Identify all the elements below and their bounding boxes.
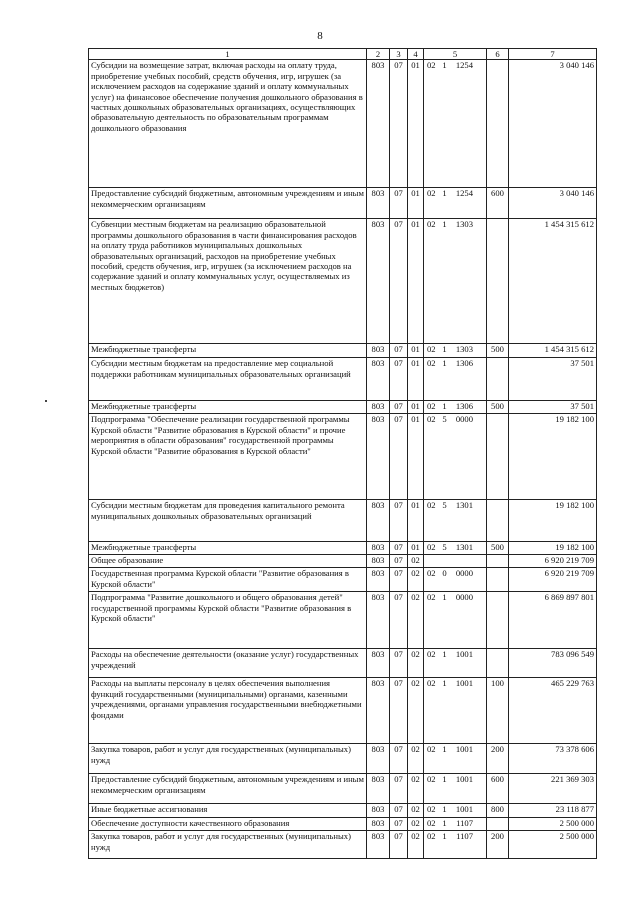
target-article-part: 0000	[455, 568, 473, 579]
expense-name-cell: Предоставление субсидий бюджетным, автономным учреждениям и иным некоммерческим организациям	[89, 774, 367, 804]
grbs-code-cell: 803	[367, 542, 390, 555]
target-article-part: 1001	[455, 804, 473, 815]
amount-cell: 73 378 606	[509, 744, 597, 774]
table-row	[89, 568, 597, 592]
subsection-code-cell: 01	[408, 358, 424, 401]
target-article-part: 02	[427, 542, 436, 553]
expense-type-cell: 100	[487, 678, 509, 744]
header-cell: 1	[89, 49, 367, 60]
section-code-cell: 07	[390, 568, 408, 592]
table-row	[89, 592, 597, 649]
section-code-cell: 07	[390, 60, 408, 188]
target-article-part: 1	[442, 649, 447, 660]
expense-name-cell: Расходы на выплаты персоналу в целях обеспечения выполнения функций государственными (муниципальными) органами, казенными учреждениями, органами управления государственными внебюджетными фондами	[89, 678, 367, 744]
grbs-code-cell: 803	[367, 60, 390, 188]
expense-type-cell	[487, 358, 509, 401]
target-article-part: 02	[427, 592, 436, 603]
amount-cell: 23 118 877	[509, 804, 597, 818]
expense-type-cell	[487, 649, 509, 678]
subsection-code-cell: 01	[408, 500, 424, 542]
expense-type-cell: 600	[487, 774, 509, 804]
header-cell: 5	[424, 49, 487, 60]
table-row	[89, 649, 597, 678]
amount-cell: 3 040 146	[509, 188, 597, 219]
target-article-part: 1	[442, 592, 447, 603]
expense-type-cell	[487, 555, 509, 568]
target-article-cell	[424, 414, 487, 500]
table-row	[89, 401, 597, 414]
target-article-part: 02	[427, 60, 436, 71]
expense-type-cell: 800	[487, 804, 509, 818]
section-code-cell: 07	[390, 500, 408, 542]
subsection-code-cell: 02	[408, 592, 424, 649]
expense-name-cell: Подпрограмма "Развитие дошкольного и общего образования детей" государственной программы Курской области "Развитие образования в Курской области"	[89, 592, 367, 649]
grbs-code-cell: 803	[367, 818, 390, 831]
table-row	[89, 804, 597, 818]
target-article-part: 1	[442, 804, 447, 815]
target-article-part: 02	[427, 804, 436, 815]
amount-cell: 37 501	[509, 401, 597, 414]
target-article-part: 5	[442, 500, 447, 511]
section-code-cell: 07	[390, 344, 408, 358]
target-article-part: 02	[427, 744, 436, 755]
expense-name-cell: Субсидии местным бюджетам для проведения капитального ремонта муниципальных дошкольных образовательных организаций	[89, 500, 367, 542]
section-code-cell: 07	[390, 542, 408, 555]
section-code-cell: 07	[390, 678, 408, 744]
grbs-code-cell: 803	[367, 649, 390, 678]
target-article-cell	[424, 804, 487, 818]
target-article-part: 1	[442, 344, 447, 355]
section-code-cell: 07	[390, 592, 408, 649]
budget-table	[88, 48, 597, 859]
subsection-code-cell: 02	[408, 831, 424, 859]
expense-type-cell	[487, 60, 509, 188]
target-article-cell	[424, 401, 487, 414]
grbs-code-cell: 803	[367, 592, 390, 649]
expense-name-cell: Подпрограмма "Обеспечение реализации государственной программы Курской области "Развитие образования в Курской области" и прочие мероприятия в области образования" государственной программы Курской области "Развитие образования в Курской области"	[89, 414, 367, 500]
target-article-part: 1301	[455, 500, 473, 511]
target-article-part: 02	[427, 414, 436, 425]
target-article-cell	[424, 818, 487, 831]
target-article-cell	[424, 542, 487, 555]
amount-cell: 19 182 100	[509, 542, 597, 555]
target-article-cell	[424, 568, 487, 592]
expense-name-cell: Предоставление субсидий бюджетным, автономным учреждениям и иным некоммерческим организациям	[89, 188, 367, 219]
amount-cell: 221 369 303	[509, 774, 597, 804]
page-number: 8	[317, 30, 323, 42]
grbs-code-cell: 803	[367, 678, 390, 744]
expense-name-cell: Расходы на обеспечение деятельности (оказание услуг) государственных учреждений	[89, 649, 367, 678]
expense-type-cell	[487, 592, 509, 649]
table-row	[89, 555, 597, 568]
expense-name-cell: Закупка товаров, работ и услуг для государственных (муниципальных) нужд	[89, 831, 367, 859]
expense-name-cell: Субсидии на возмещение затрат, включая расходы на оплату труда, приобретение учебных пособий, средств обучения, игр, игрушек (за исключением расходов на содержание зданий и оплату коммунальных услуг) на финансовое обеспечение получения дошкольного образования в частных дошкольных образовательных организациях, осуществляющих образовательную деятельность по образовательным программам дошкольного образования	[89, 60, 367, 188]
target-article-part: 5	[442, 414, 447, 425]
target-article-part: 1001	[455, 678, 473, 689]
target-article-part: 02	[427, 649, 436, 660]
section-code-cell: 07	[390, 219, 408, 344]
subsection-code-cell: 01	[408, 401, 424, 414]
target-article-part: 0	[442, 568, 447, 579]
table-row	[89, 831, 597, 859]
subsection-code-cell: 02	[408, 804, 424, 818]
target-article-part: 0000	[455, 414, 473, 425]
target-article-part: 02	[427, 678, 436, 689]
amount-cell: 6 869 897 801	[509, 592, 597, 649]
target-article-part: 02	[427, 401, 436, 412]
subsection-code-cell: 01	[408, 60, 424, 188]
expense-type-cell	[487, 568, 509, 592]
amount-cell: 6 920 219 709	[509, 568, 597, 592]
target-article-part: 1	[442, 401, 447, 412]
table-row	[89, 542, 597, 555]
target-article-part: 02	[427, 568, 436, 579]
subsection-code-cell: 01	[408, 219, 424, 344]
target-article-cell	[424, 592, 487, 649]
table-row	[89, 678, 597, 744]
expense-type-cell: 600	[487, 188, 509, 219]
expense-name-cell: Общее образование	[89, 555, 367, 568]
target-article-cell	[424, 555, 487, 568]
expense-name-cell: Межбюджетные трансферты	[89, 542, 367, 555]
grbs-code-cell: 803	[367, 555, 390, 568]
section-code-cell: 07	[390, 774, 408, 804]
expense-name-cell: Межбюджетные трансферты	[89, 401, 367, 414]
target-article-part: 1	[442, 219, 447, 230]
target-article-part: 1254	[455, 188, 473, 199]
grbs-code-cell: 803	[367, 804, 390, 818]
header-cell: 3	[390, 49, 408, 60]
target-article-part: 5	[442, 542, 447, 553]
subsection-code-cell: 01	[408, 542, 424, 555]
subsection-code-cell: 01	[408, 414, 424, 500]
amount-cell: 19 182 100	[509, 414, 597, 500]
expense-type-cell	[487, 818, 509, 831]
target-article-part: 1	[442, 818, 447, 829]
expense-type-cell	[487, 219, 509, 344]
target-article-part: 02	[427, 188, 436, 199]
table-row	[89, 344, 597, 358]
grbs-code-cell: 803	[367, 831, 390, 859]
subsection-code-cell: 01	[408, 188, 424, 219]
target-article-part: 1254	[455, 60, 473, 71]
section-code-cell: 07	[390, 744, 408, 774]
target-article-part: 1	[442, 678, 447, 689]
target-article-part: 02	[427, 344, 436, 355]
target-article-part: 1303	[455, 219, 473, 230]
target-article-part: 1	[442, 744, 447, 755]
target-article-cell	[424, 60, 487, 188]
expense-type-cell	[487, 414, 509, 500]
target-article-part: 1001	[455, 774, 473, 785]
grbs-code-cell: 803	[367, 401, 390, 414]
scan-speck	[45, 400, 47, 402]
section-code-cell: 07	[390, 555, 408, 568]
target-article-part: 1	[442, 358, 447, 369]
grbs-code-cell: 803	[367, 188, 390, 219]
target-article-part: 1001	[455, 649, 473, 660]
expense-type-cell: 200	[487, 744, 509, 774]
target-article-cell	[424, 744, 487, 774]
grbs-code-cell: 803	[367, 500, 390, 542]
expense-name-cell: Государственная программа Курской области "Развитие образования в Курской области"	[89, 568, 367, 592]
target-article-part: 02	[427, 774, 436, 785]
amount-cell: 465 229 763	[509, 678, 597, 744]
section-code-cell: 07	[390, 649, 408, 678]
target-article-part: 02	[427, 500, 436, 511]
subsection-code-cell: 02	[408, 678, 424, 744]
section-code-cell: 07	[390, 401, 408, 414]
subsection-code-cell: 01	[408, 344, 424, 358]
header-cell: 2	[367, 49, 390, 60]
grbs-code-cell: 803	[367, 414, 390, 500]
expense-type-cell: 200	[487, 831, 509, 859]
section-code-cell: 07	[390, 414, 408, 500]
target-article-part: 0000	[455, 592, 473, 603]
subsection-code-cell: 02	[408, 744, 424, 774]
amount-cell: 19 182 100	[509, 500, 597, 542]
target-article-part: 02	[427, 219, 436, 230]
target-article-part: 02	[427, 358, 436, 369]
target-article-part: 02	[427, 831, 436, 842]
target-article-part: 02	[427, 818, 436, 829]
subsection-code-cell: 02	[408, 555, 424, 568]
section-code-cell: 07	[390, 818, 408, 831]
amount-cell: 783 096 549	[509, 649, 597, 678]
target-article-part: 1	[442, 774, 447, 785]
table-row	[89, 744, 597, 774]
table-row	[89, 60, 597, 188]
amount-cell: 3 040 146	[509, 60, 597, 188]
target-article-part: 1306	[455, 401, 473, 412]
subsection-code-cell: 02	[408, 649, 424, 678]
amount-cell: 6 920 219 709	[509, 555, 597, 568]
table-row	[89, 774, 597, 804]
subsection-code-cell: 02	[408, 774, 424, 804]
grbs-code-cell: 803	[367, 744, 390, 774]
target-article-cell	[424, 219, 487, 344]
target-article-cell	[424, 500, 487, 542]
header-cell: 6	[487, 49, 509, 60]
table-row	[89, 219, 597, 344]
expense-name-cell: Субсидии местным бюджетам на предоставление мер социальной поддержки работникам муниципальных образовательных организаций	[89, 358, 367, 401]
target-article-part: 1107	[456, 818, 473, 829]
target-article-cell	[424, 344, 487, 358]
target-article-cell	[424, 774, 487, 804]
amount-cell: 1 454 315 612	[509, 344, 597, 358]
amount-cell: 2 500 000	[509, 818, 597, 831]
section-code-cell: 07	[390, 831, 408, 859]
grbs-code-cell: 803	[367, 344, 390, 358]
target-article-cell	[424, 678, 487, 744]
grbs-code-cell: 803	[367, 568, 390, 592]
section-code-cell: 07	[390, 804, 408, 818]
target-article-part: 1	[442, 831, 447, 842]
table-row	[89, 414, 597, 500]
expense-name-cell: Обеспечение доступности качественного образования	[89, 818, 367, 831]
expense-type-cell	[487, 500, 509, 542]
target-article-part: 1107	[456, 831, 473, 842]
table-row	[89, 188, 597, 219]
subsection-code-cell: 02	[408, 818, 424, 831]
expense-type-cell: 500	[487, 344, 509, 358]
expense-name-cell: Закупка товаров, работ и услуг для государственных (муниципальных) нужд	[89, 744, 367, 774]
table-header-row	[89, 49, 597, 60]
table-row	[89, 358, 597, 401]
table-row	[89, 500, 597, 542]
table-row	[89, 818, 597, 831]
expense-name-cell: Иные бюджетные ассигнования	[89, 804, 367, 818]
target-article-cell	[424, 649, 487, 678]
expense-type-cell: 500	[487, 401, 509, 414]
grbs-code-cell: 803	[367, 358, 390, 401]
amount-cell: 2 500 000	[509, 831, 597, 859]
section-code-cell: 07	[390, 358, 408, 401]
expense-name-cell: Межбюджетные трансферты	[89, 344, 367, 358]
target-article-cell	[424, 358, 487, 401]
expense-name-cell: Субвенции местным бюджетам на реализацию образовательной программы дошкольного образования в части финансирования расходов на оплату труда работников муниципальных дошкольных образовательных организаций, расходов на приобретение учебных пособий, средств обучения, игр, игрушек (за исключением расходов на содержание зданий и оплату коммунальных услуг, осуществляемых из местных бюджетов)	[89, 219, 367, 344]
target-article-part: 1301	[455, 542, 473, 553]
subsection-code-cell: 02	[408, 568, 424, 592]
header-cell: 7	[509, 49, 597, 60]
section-code-cell: 07	[390, 188, 408, 219]
target-article-part: 1306	[455, 358, 473, 369]
target-article-part: 1303	[455, 344, 473, 355]
target-article-cell	[424, 831, 487, 859]
target-article-cell	[424, 188, 487, 219]
amount-cell: 1 454 315 612	[509, 219, 597, 344]
target-article-part: 1	[442, 188, 447, 199]
header-cell: 4	[408, 49, 424, 60]
grbs-code-cell: 803	[367, 774, 390, 804]
target-article-part: 1	[442, 60, 447, 71]
grbs-code-cell: 803	[367, 219, 390, 344]
amount-cell: 37 501	[509, 358, 597, 401]
target-article-part: 1001	[455, 744, 473, 755]
expense-type-cell: 500	[487, 542, 509, 555]
